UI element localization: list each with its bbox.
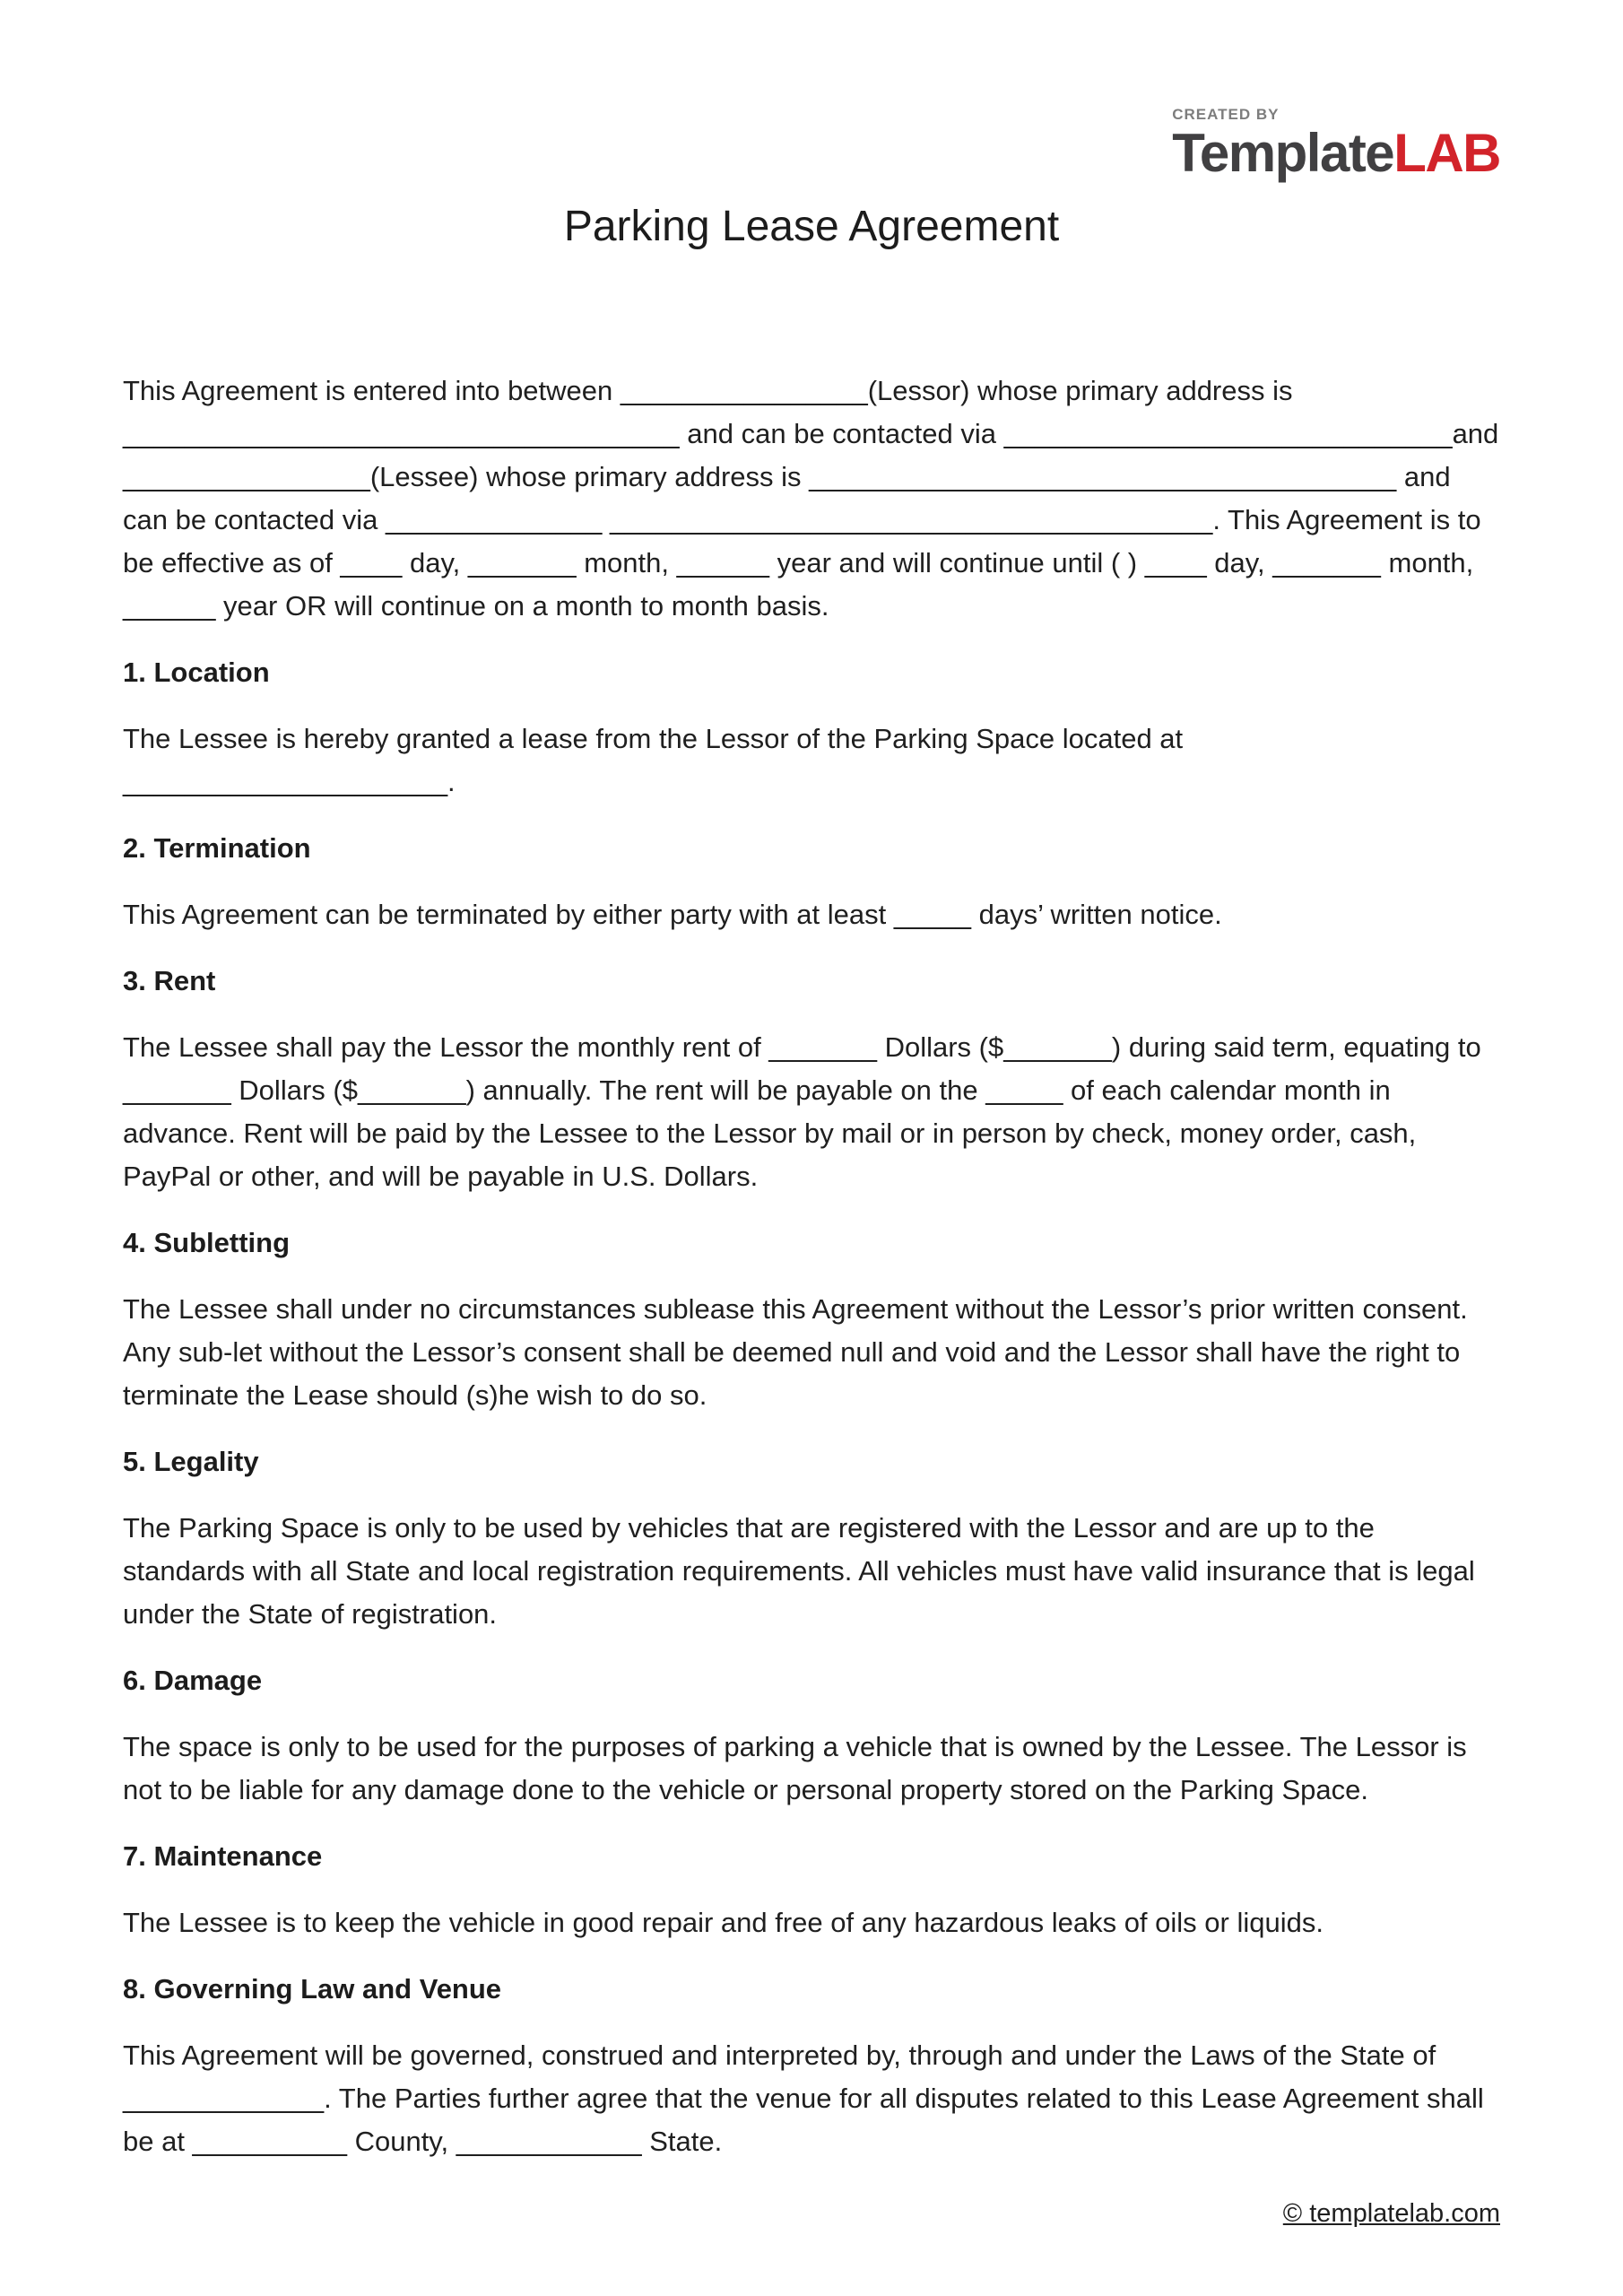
section-location bbox=[123, 651, 1500, 827]
created-by-label: CREATED BY bbox=[1172, 106, 1280, 123]
section-body: The Lessee is to keep the vehicle in good repair and free of any hazardous leaks of oils or liquids. bbox=[123, 1907, 1324, 1938]
page-title: Parking Lease Agreement bbox=[563, 203, 1060, 250]
templatelab-logo bbox=[1172, 106, 1500, 181]
section-body: The Lessee shall under no circumstances sublease this Agreement without the Lessor’s prior written consent. Any sub-let without the Lessor’s consent shall be deemed null and void and the Lessor shall have the right to terminate the Lease should (s)he wish to do so. bbox=[123, 1293, 1468, 1411]
section-heading: 2. Termination bbox=[123, 832, 311, 864]
section-body: The Lessee is hereby granted a lease from the Lessor of the Parking Space located at _____________________. bbox=[123, 723, 1184, 797]
section-damage bbox=[123, 1659, 1500, 1835]
brand-template-text: Template bbox=[1172, 123, 1394, 183]
section-subletting bbox=[123, 1222, 1500, 1440]
section-maintenance bbox=[123, 1835, 1500, 1968]
intro-paragraph: This Agreement is entered into between ________________(Lessor) whose primary address is ____________________________________ and can be contacted via _____________________________and ________________(Lessee) whose primary address is ______________________________________ and can be contacted via ______________ _______________________________________. This Agreement is to be effective as of ____ day, _______ month, ______ year and will continue until ( ) ____ day, _______ month, ______ year OR will continue on a month to month basis. bbox=[123, 375, 1499, 622]
brand-lab-text: LAB bbox=[1393, 123, 1500, 183]
section-rent bbox=[123, 960, 1500, 1222]
section-body: The Lessee shall pay the Lessor the monthly rent of _______ Dollars ($_______) during said term, equating to _______ Dollars ($_______) annually. The rent will be payable on the _____ of each calendar month in advance. Rent will be paid by the Lessee to the Lessor by mail or in person by check, money order, cash, PayPal or other, and will be payable in U.S. Dollars. bbox=[123, 1031, 1481, 1192]
section-governing-law bbox=[123, 1968, 1500, 2187]
brand-wordmark bbox=[1172, 123, 1500, 183]
section-body: The Parking Space is only to be used by vehicles that are registered with the Lessor and are up to the standards with all State and local registration requirements. All vehicles must have valid insurance that is legal under the State of registration. bbox=[123, 1512, 1475, 1630]
section-heading: 3. Rent bbox=[123, 965, 216, 996]
section-body: This Agreement can be terminated by either party with at least _____ days’ written notice. bbox=[123, 899, 1222, 930]
section-legality bbox=[123, 1440, 1500, 1659]
section-body: This Agreement will be governed, construed and interpreted by, through and under the Laws of the State of _____________. The Parties further agree that the venue for all disputes related to this Lease Agreement shall be at __________ County, ____________ State. bbox=[123, 2039, 1484, 2157]
section-heading: 5. Legality bbox=[123, 1446, 259, 1477]
section-termination bbox=[123, 827, 1500, 960]
section-heading: 7. Maintenance bbox=[123, 1840, 323, 1872]
section-heading: 4. Subletting bbox=[123, 1227, 290, 1258]
footer-link[interactable]: © templatelab.com bbox=[1282, 2199, 1500, 2228]
section-heading: 6. Damage bbox=[123, 1665, 263, 1696]
section-heading: 8. Governing Law and Venue bbox=[123, 1973, 502, 2005]
section-heading: 1. Location bbox=[123, 657, 270, 688]
section-body: The space is only to be used for the purposes of parking a vehicle that is owned by the Lessee. The Lessor is not to be liable for any damage done to the vehicle or personal property stored on the Parking Space. bbox=[123, 1731, 1467, 1805]
